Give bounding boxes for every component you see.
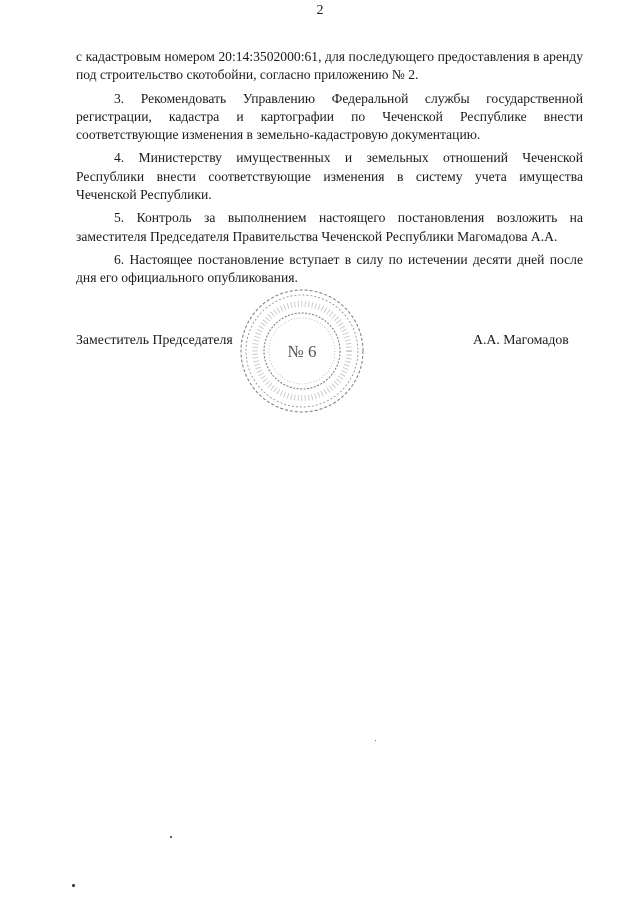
signatory-name: А.А. Магомадов xyxy=(473,332,569,347)
paragraph-item-6: 6. Настоящее постановление вступает в силу по истечении десяти дней после дня его официального опубликования. xyxy=(76,251,583,286)
paragraph-item-5: 5. Контроль за выполнением настоящего постановления возложить на заместителя Председателя Правительства Чеченской Республики Магомадова А.А. xyxy=(76,210,583,244)
page-number: 2 xyxy=(316,3,324,18)
stamp-number: № 6 xyxy=(287,342,317,361)
official-stamp-seal xyxy=(238,287,366,415)
scan-speck xyxy=(72,884,75,887)
paragraph-item-3: 3. Рекомендовать Управлению Федеральной службы государственной регистрации, кадастра и картографии по Чеченской Республике внести соответствующие изменения в земельно-кадастровую документацию. xyxy=(76,90,583,143)
document-body xyxy=(76,48,583,293)
scan-speck xyxy=(170,836,172,838)
signatory-position: Заместитель Председателя xyxy=(76,332,233,347)
paragraph-item-4: 4. Министерству имущественных и земельных отношений Чеченской Республики внести соответствующие изменения в систему учета имущества Чеченской Республики. xyxy=(76,150,583,203)
scan-speck xyxy=(375,740,376,741)
paragraph-continuation: с кадастровым номером 20:14:3502000:61, для последующего предоставления в аренду под строительство скотобойни, согласно приложению № 2. xyxy=(76,49,583,83)
